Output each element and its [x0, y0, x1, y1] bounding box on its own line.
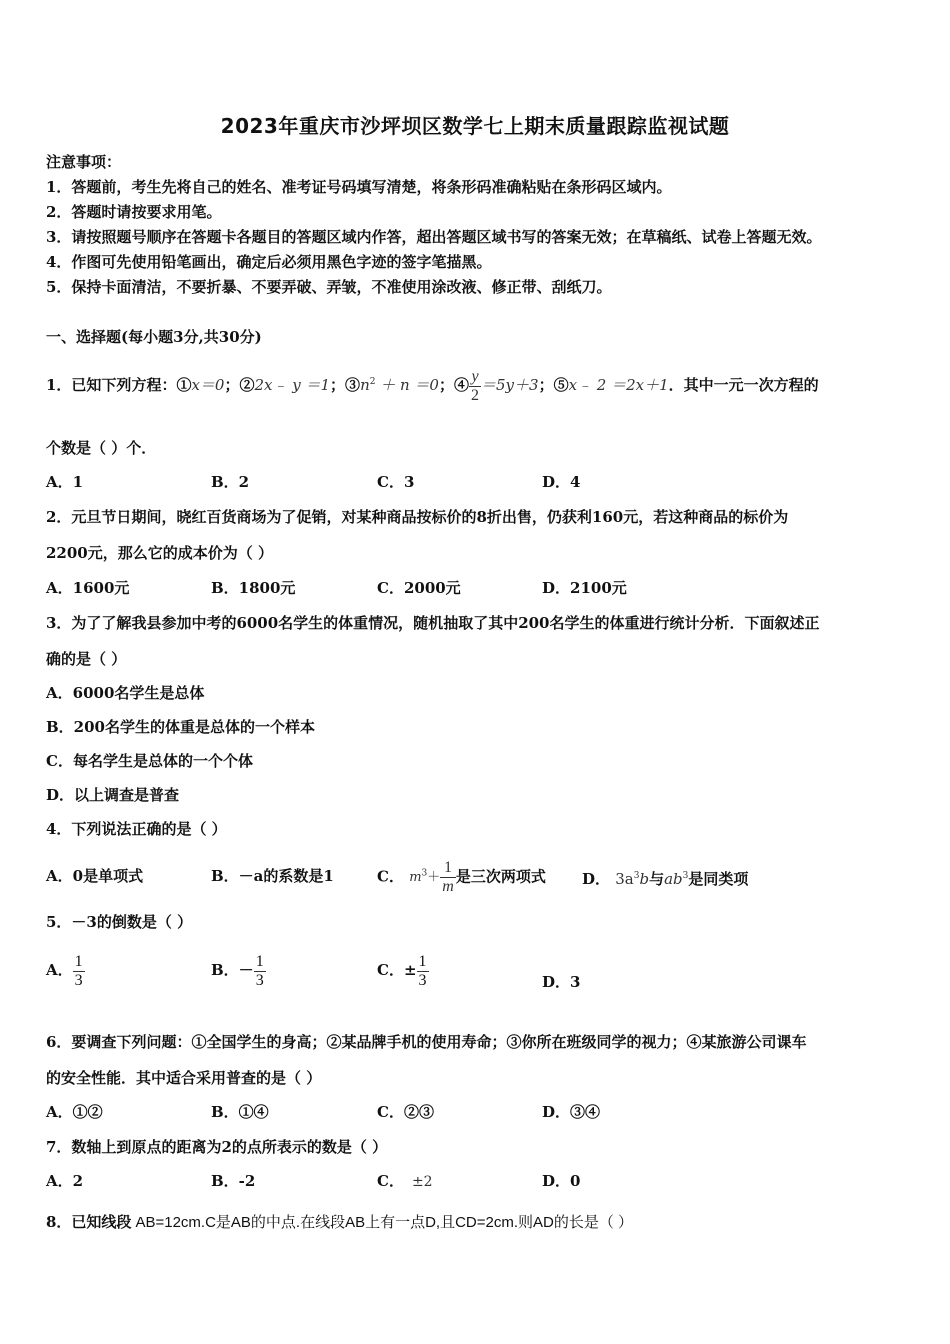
option-a[interactable]: A．1 — [46, 473, 84, 491]
fraction: $\frac{1}{3}$ — [255, 952, 264, 989]
notice-item: 4．作图可先使用铅笔画出，确定后必须用黑色字迹的签字笔描黑。 — [46, 253, 492, 271]
equation-3: $n^2 + n =0$ — [360, 376, 439, 394]
option-a[interactable]: A． $\frac{1}{3}$ — [46, 952, 83, 989]
question-8-stem: 8．已知线段 AB=12cm.C是AB的中点.在线段AB上有一点D,且CD=2cm.则AD的长是（ ） — [46, 1213, 634, 1231]
section-heading: 一、选择题(每小题3分,共30分) — [46, 328, 262, 346]
equation-5: x﹣ 2 ＝2x＋1 — [568, 376, 669, 394]
question-2-stem: 2．元旦节日期间，晓红百货商场为了促销，对某种商品按标价的8折出售，仍获利160元，若这种商品的标价为 — [46, 508, 789, 526]
option-c[interactable]: C． $m^3+$ $\frac{1}{m}$ 是三次两项式 — [377, 858, 546, 895]
option-d[interactable]: D．3 — [542, 973, 581, 991]
equation-4-fraction: $\frac{y}{2}$ — [471, 367, 479, 404]
question-7-stem: 7．数轴上到原点的距离为2的点所表示的数是（ ） — [46, 1138, 388, 1156]
option-c[interactable]: C．2000元 — [377, 579, 461, 597]
question-3-stem: 3．为了了解我县参加中考的6000名学生的体重情况，随机抽取了其中200名学生的体重进行统计分析．下面叙述正 — [46, 614, 820, 632]
option-b[interactable]: B．2 — [211, 473, 250, 491]
notice-item: 1．答题前，考生先将自己的姓名、准考证号码填写清楚，将条形码准确粘贴在条形码区域内。 — [46, 178, 672, 196]
option-c[interactable]: C． ±2 — [377, 1172, 433, 1190]
option-d[interactable]: D．0 — [542, 1172, 581, 1190]
option-d[interactable]: D．4 — [542, 473, 581, 491]
question-4-stem: 4．下列说法正确的是（ ） — [46, 820, 227, 838]
option-c[interactable]: C．± $\frac{1}{3}$ — [377, 952, 427, 989]
fraction: $\frac{1}{3}$ — [418, 952, 427, 989]
question-3-stem-cont: 确的是（ ） — [46, 650, 127, 668]
page-title: 2023年重庆市沙坪坝区数学七上期末质量跟踪监视试题 — [220, 114, 730, 138]
option-a[interactable]: A．6000名学生是总体 — [46, 684, 205, 702]
fraction: $\frac{1}{3}$ — [74, 952, 83, 989]
question-6-stem-cont: 的安全性能．其中适合采用普查的是（ ） — [46, 1069, 322, 1087]
option-d[interactable]: D． $3a^3b$与$ab^3$是同类项 — [582, 870, 749, 888]
notice-item: 2．答题时请按要求用笔。 — [46, 203, 222, 221]
question-6-stem: 6．要调查下列问题：①全国学生的身高；②某品牌手机的使用寿命；③你所在班级同学的视力；④某旅游公司课车 — [46, 1033, 807, 1051]
option-b[interactable]: B．-2 — [211, 1172, 256, 1190]
equation-1: x＝0 — [191, 376, 225, 394]
notice-item: 3．请按照题号顺序在答题卡各题目的答题区域内作答，超出答题区域书写的答案无效；在草稿纸、试卷上答题无效。 — [46, 228, 822, 246]
question-5-stem: 5．－3的倒数是（ ） — [46, 913, 193, 931]
option-c[interactable]: C．②③ — [377, 1103, 434, 1121]
question-1-stem-cont: 个数是（ ）个． — [46, 439, 157, 457]
option-b[interactable]: B．－ $\frac{1}{3}$ — [211, 952, 264, 989]
notice-item: 5．保持卡面清洁，不要折暴、不要弄破、弄皱，不准使用涂改液、修正带、刮纸刀。 — [46, 278, 612, 296]
option-a[interactable]: A．2 — [46, 1172, 84, 1190]
fraction: $\frac{1}{m}$ — [442, 858, 454, 895]
option-d[interactable]: D．以上调查是普查 — [46, 786, 180, 804]
option-b[interactable]: B．－a的系数是1 — [211, 867, 334, 885]
equation-4: ＝5y＋3 — [481, 376, 539, 394]
option-d[interactable]: D．2100元 — [542, 579, 627, 597]
notice-heading: 注意事项： — [46, 153, 122, 171]
question-1-stem: 1．已知下列方程：①x＝0；②2x﹣ y ＝1；$③n^2 + n =0$；④ $\frac{y}{2}$ ＝5y＋3；⑤x﹣ 2 ＝2x＋1．其中一元一次方程的 — [46, 367, 819, 404]
option-b[interactable]: B．200名学生的体重是总体的一个样本 — [46, 718, 315, 736]
option-c[interactable]: C．每名学生是总体的一个个体 — [46, 752, 253, 770]
option-a[interactable]: A．0是单项式 — [46, 867, 144, 885]
option-b[interactable]: B．1800元 — [211, 579, 296, 597]
option-b[interactable]: B．①④ — [211, 1103, 269, 1121]
option-a[interactable]: A．1600元 — [46, 579, 130, 597]
option-d[interactable]: D．③④ — [542, 1103, 601, 1121]
option-c[interactable]: C．3 — [377, 473, 415, 491]
question-2-stem-cont: 2200元，那么它的成本价为（ ） — [46, 544, 273, 562]
equation-2: 2x﹣ y ＝1 — [254, 376, 331, 394]
option-a[interactable]: A．①② — [46, 1103, 103, 1121]
